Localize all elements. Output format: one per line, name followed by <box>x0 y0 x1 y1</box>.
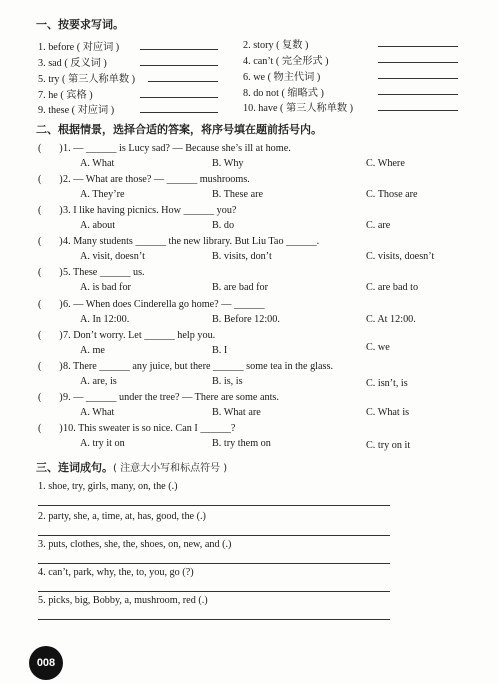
part3-note: ( 注意大小写和标点符号 ) <box>113 463 228 474</box>
option-a-2: A. They’re <box>80 189 125 200</box>
sentence-answer-line-4[interactable] <box>38 591 390 592</box>
answer-blank-10[interactable] <box>378 110 458 111</box>
part1-title: 一、按要求写词。 <box>36 18 124 31</box>
option-b-8: B. is, is <box>212 376 243 387</box>
answer-paren-10[interactable]: ( ) <box>38 423 63 434</box>
answer-paren-9[interactable]: ( ) <box>38 392 63 403</box>
part3-item-5: 5. picks, big, Bobby, a, mushroom, red (.) <box>38 595 208 606</box>
option-a-3: A. about <box>80 220 116 231</box>
option-b-6: B. Before 12:00. <box>212 314 280 325</box>
option-a-1: A. What <box>80 158 115 169</box>
question-stem-9: 9. — ______ under the tree? — There are some ants. <box>63 392 279 403</box>
part1-item-4: 4. can’t ( 完全形式 ) <box>243 56 329 67</box>
option-c-2: C. Those are <box>366 189 418 200</box>
question-stem-1: 1. — ______ is Lucy sad? — Because she’s ill at home. <box>63 143 291 154</box>
sentence-answer-line-5[interactable] <box>38 619 390 620</box>
part3-item-3: 3. puts, clothes, she, the, shoes, on, new, and (.) <box>38 539 232 550</box>
question-stem-5: 5. These ______ us. <box>63 267 145 278</box>
part1-item-8: 8. do not ( 缩略式 ) <box>243 88 324 99</box>
option-c-7: C. we <box>366 342 390 353</box>
page-number-badge: 008 <box>29 646 63 680</box>
option-b-7: B. I <box>212 345 228 356</box>
option-c-9: C. What is <box>366 407 410 418</box>
answer-paren-6[interactable]: ( ) <box>38 299 63 310</box>
answer-paren-2[interactable]: ( ) <box>38 174 63 185</box>
part1-item-1: 1. before ( 对应词 ) <box>38 42 120 53</box>
answer-blank-7[interactable] <box>140 97 218 98</box>
part3-item-1: 1. shoe, try, girls, many, on, the (.) <box>38 481 178 492</box>
question-stem-4: 4. Many students ______ the new library. But Liu Tao ______. <box>63 236 320 247</box>
part1-item-3: 3. sad ( 反义词 ) <box>38 58 107 69</box>
option-b-1: B. Why <box>212 158 244 169</box>
answer-blank-3[interactable] <box>140 65 218 66</box>
option-b-10: B. try them on <box>212 438 271 449</box>
option-c-4: C. visits, doesn’t <box>366 251 435 262</box>
answer-blank-8[interactable] <box>378 94 458 95</box>
answer-blank-5[interactable] <box>148 81 218 82</box>
option-c-8: C. isn’t, is <box>366 378 408 389</box>
part1-item-7: 7. he ( 宾格 ) <box>38 90 93 101</box>
part1-item-9: 9. these ( 对应词 ) <box>38 105 115 116</box>
option-b-9: B. What are <box>212 407 261 418</box>
question-stem-10: 10. This sweater is so nice. Can I ______? <box>63 423 236 434</box>
option-a-5: A. is bad for <box>80 282 131 293</box>
answer-paren-8[interactable]: ( ) <box>38 361 63 372</box>
option-c-1: C. Where <box>366 158 405 169</box>
answer-paren-1[interactable]: ( ) <box>38 143 63 154</box>
option-a-10: A. try it on <box>80 438 125 449</box>
answer-blank-1[interactable] <box>140 49 218 50</box>
answer-blank-2[interactable] <box>378 46 458 47</box>
answer-paren-4[interactable]: ( ) <box>38 236 63 247</box>
part3-title: 三、连词成句。 <box>36 461 113 474</box>
option-b-3: B. do <box>212 220 235 231</box>
sentence-answer-line-1[interactable] <box>38 505 390 506</box>
question-stem-6: 6. — When does Cinderella go home? — ______ <box>63 299 265 310</box>
part2-title: 二、根据情景，选择合适的答案，将序号填在题前括号内。 <box>36 123 322 136</box>
question-stem-7: 7. Don’t worry. Let ______ help you. <box>63 330 216 341</box>
answer-paren-3[interactable]: ( ) <box>38 205 63 216</box>
option-a-6: A. In 12:00. <box>80 314 130 325</box>
option-a-9: A. What <box>80 407 115 418</box>
option-c-3: C. are <box>366 220 391 231</box>
option-b-5: B. are bad for <box>212 282 269 293</box>
answer-blank-4[interactable] <box>378 62 458 63</box>
option-a-4: A. visit, doesn’t <box>80 251 145 262</box>
option-a-7: A. me <box>80 345 105 356</box>
answer-blank-9[interactable] <box>140 112 218 113</box>
sentence-answer-line-3[interactable] <box>38 563 390 564</box>
option-c-5: C. are bad to <box>366 282 419 293</box>
option-b-2: B. These are <box>212 189 264 200</box>
part3-item-2: 2. party, she, a, time, at, has, good, the (.) <box>38 511 206 522</box>
question-stem-2: 2. — What are those? — ______ mushrooms. <box>63 174 250 185</box>
answer-paren-5[interactable]: ( ) <box>38 267 63 278</box>
sentence-answer-line-2[interactable] <box>38 535 390 536</box>
part3-item-4: 4. can’t, park, why, the, to, you, go (?) <box>38 567 194 578</box>
option-a-8: A. are, is <box>80 376 117 387</box>
option-c-10: C. try on it <box>366 440 411 451</box>
part1-item-5: 5. try ( 第三人称单数 ) <box>38 74 136 85</box>
part1-item-2: 2. story ( 复数 ) <box>243 40 309 51</box>
answer-blank-6[interactable] <box>378 78 458 79</box>
part3-title-wrap <box>36 459 227 475</box>
option-c-6: C. At 12:00. <box>366 314 416 325</box>
option-b-4: B. visits, don’t <box>212 251 272 262</box>
part1-item-6: 6. we ( 物主代词 ) <box>243 72 321 83</box>
question-stem-8: 8. There ______ any juice, but there ______ some tea in the glass. <box>63 361 333 372</box>
answer-paren-7[interactable]: ( ) <box>38 330 63 341</box>
question-stem-3: 3. I like having picnics. How ______ you? <box>63 205 237 216</box>
part1-item-10: 10. have ( 第三人称单数 ) <box>243 103 354 114</box>
